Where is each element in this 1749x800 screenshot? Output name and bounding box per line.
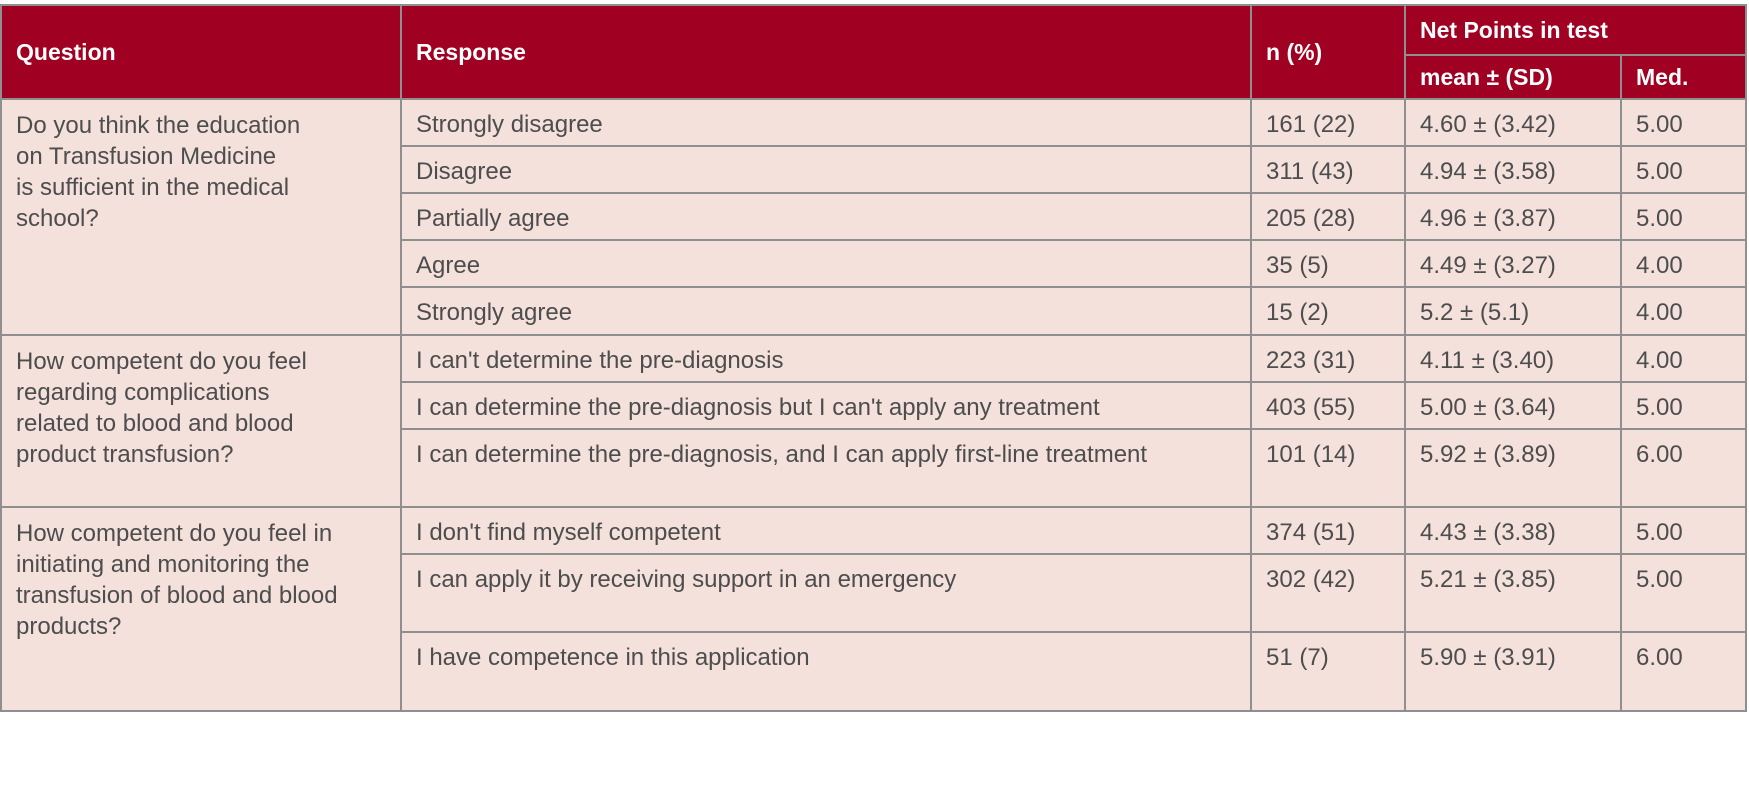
question-cell xyxy=(1,99,401,335)
response-cell: I can determine the pre-diagnosis, and I can apply first-line treatment xyxy=(401,429,1251,507)
question-line: regarding complications xyxy=(16,379,270,406)
n-percent-cell: 51 (7) xyxy=(1251,632,1405,711)
table-header xyxy=(1,5,1746,99)
mean-sd-cell: 5.21 ± (3.85) xyxy=(1405,554,1621,632)
question-line: products? xyxy=(16,613,122,640)
n-percent-cell: 403 (55) xyxy=(1251,382,1405,429)
mean-sd-cell: 4.60 ± (3.42) xyxy=(1405,99,1621,146)
question-cell xyxy=(1,335,401,507)
n-percent-cell: 311 (43) xyxy=(1251,146,1405,193)
mean-sd-cell: 4.49 ± (3.27) xyxy=(1405,240,1621,287)
response-cell: I can determine the pre-diagnosis but I can't apply any treatment xyxy=(401,382,1251,429)
question-line: How competent do you feel xyxy=(16,348,307,375)
n-percent-cell: 302 (42) xyxy=(1251,554,1405,632)
mean-sd-cell: 4.94 ± (3.58) xyxy=(1405,146,1621,193)
median-cell: 5.00 xyxy=(1621,382,1746,429)
response-cell: I can apply it by receiving support in an emergency xyxy=(401,554,1251,632)
response-cell: I don't find myself competent xyxy=(401,507,1251,554)
mean-sd-cell: 5.2 ± (5.1) xyxy=(1405,287,1621,335)
n-percent-cell: 35 (5) xyxy=(1251,240,1405,287)
response-cell: Strongly agree xyxy=(401,287,1251,335)
median-cell: 4.00 xyxy=(1621,335,1746,382)
mean-sd-cell: 5.92 ± (3.89) xyxy=(1405,429,1621,507)
median-cell: 5.00 xyxy=(1621,146,1746,193)
question-cell xyxy=(1,507,401,711)
mean-sd-cell: 4.96 ± (3.87) xyxy=(1405,193,1621,240)
n-percent-cell: 374 (51) xyxy=(1251,507,1405,554)
response-cell: I can't determine the pre-diagnosis xyxy=(401,335,1251,382)
table-row xyxy=(1,335,1746,382)
median-cell: 4.00 xyxy=(1621,287,1746,335)
table-row xyxy=(1,99,1746,146)
n-percent-cell: 101 (14) xyxy=(1251,429,1405,507)
question-line: product transfusion? xyxy=(16,441,234,468)
median-cell: 6.00 xyxy=(1621,429,1746,507)
mean-sd-cell: 5.90 ± (3.91) xyxy=(1405,632,1621,711)
n-percent-cell: 161 (22) xyxy=(1251,99,1405,146)
response-cell: Disagree xyxy=(401,146,1251,193)
question-line: initiating and monitoring the xyxy=(16,551,310,578)
question-line: transfusion of blood and blood xyxy=(16,582,338,609)
response-cell: Agree xyxy=(401,240,1251,287)
n-percent-cell: 15 (2) xyxy=(1251,287,1405,335)
survey-results-table xyxy=(0,4,1747,712)
median-cell: 6.00 xyxy=(1621,632,1746,711)
median-cell: 4.00 xyxy=(1621,240,1746,287)
response-cell: Partially agree xyxy=(401,193,1251,240)
question-line: school? xyxy=(16,205,99,232)
median-cell: 5.00 xyxy=(1621,554,1746,632)
mean-sd-cell: 4.43 ± (3.38) xyxy=(1405,507,1621,554)
median-cell: 5.00 xyxy=(1621,99,1746,146)
question-line: How competent do you feel in xyxy=(16,520,333,547)
header-mean-sd: mean ± (SD) xyxy=(1405,55,1621,99)
table-row xyxy=(1,507,1746,554)
question-line: related to blood and blood xyxy=(16,410,294,437)
header-median: Med. xyxy=(1621,55,1746,99)
question-line: Do you think the education xyxy=(16,112,301,139)
response-cell: Strongly disagree xyxy=(401,99,1251,146)
header-net-points: Net Points in test xyxy=(1405,5,1746,55)
n-percent-cell: 205 (28) xyxy=(1251,193,1405,240)
header-response: Response xyxy=(401,5,1251,99)
table-body xyxy=(1,99,1746,711)
header-question: Question xyxy=(1,5,401,99)
header-n-percent: n (%) xyxy=(1251,5,1405,99)
question-line: is sufficient in the medical xyxy=(16,174,290,201)
median-cell: 5.00 xyxy=(1621,507,1746,554)
mean-sd-cell: 5.00 ± (3.64) xyxy=(1405,382,1621,429)
mean-sd-cell: 4.11 ± (3.40) xyxy=(1405,335,1621,382)
question-line: on Transfusion Medicine xyxy=(16,143,277,170)
n-percent-cell: 223 (31) xyxy=(1251,335,1405,382)
response-cell: I have competence in this application xyxy=(401,632,1251,711)
median-cell: 5.00 xyxy=(1621,193,1746,240)
